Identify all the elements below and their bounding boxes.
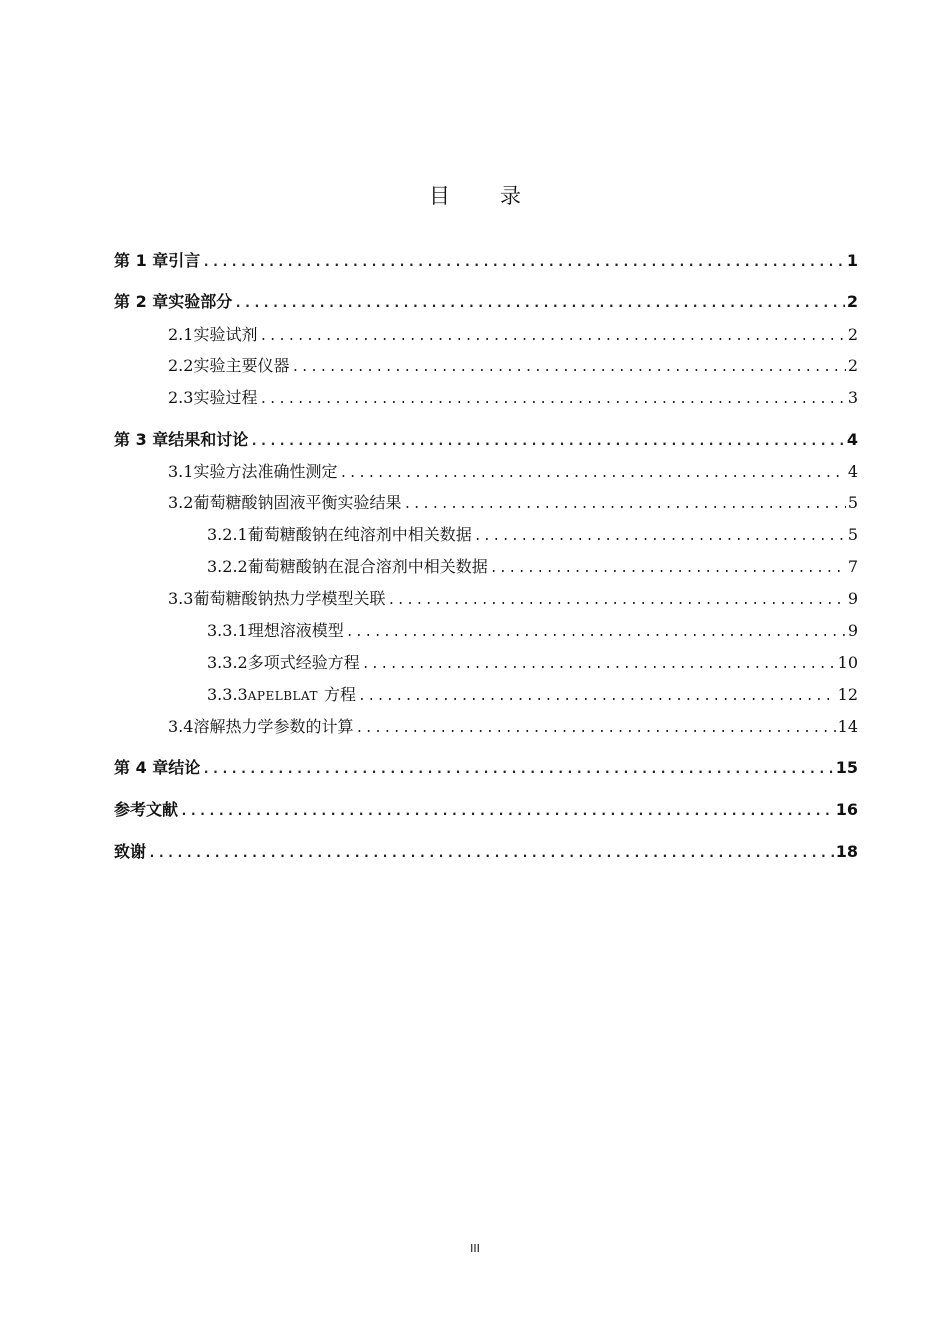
- dot-leader: [358, 689, 836, 704]
- toc-entry-3-1[interactable]: [168, 459, 858, 482]
- dot-leader: [339, 466, 845, 481]
- toc-entry-ch2[interactable]: [114, 289, 858, 312]
- toc-entry-ch1[interactable]: [114, 248, 858, 271]
- dot-leader: [362, 657, 836, 672]
- toc-entry-ch4[interactable]: [114, 755, 858, 778]
- toc-label-prefix: APELBLAT: [247, 689, 318, 703]
- toc-page: 2: [847, 325, 858, 344]
- toc-number: 3.3.1: [207, 621, 248, 640]
- toc-number: 第 1 章: [114, 251, 169, 270]
- toc-number: 2.1: [168, 325, 194, 344]
- toc-label: 实验过程: [193, 388, 258, 407]
- toc-page: 14: [837, 717, 858, 736]
- toc-label: 葡萄糖酸钠热力学模型关联: [193, 589, 386, 608]
- toc-entry-2-3[interactable]: [168, 385, 858, 408]
- toc-page: 9: [847, 621, 858, 640]
- toc-number: 第 3 章: [114, 430, 169, 449]
- toc-label: 实验方法准确性测定: [193, 462, 338, 481]
- toc-label: 葡萄糖酸钠在纯溶剂中相关数据: [247, 525, 472, 544]
- toc-number: 2.2: [168, 356, 194, 375]
- dot-leader: [387, 593, 845, 608]
- toc-label: 实验主要仪器: [193, 356, 290, 375]
- toc-number: 3.3.2: [207, 653, 248, 672]
- toc-number: 3.2.2: [207, 557, 248, 576]
- toc-page: 7: [847, 557, 858, 576]
- toc-number: 第 2 章: [114, 292, 169, 311]
- toc-label: 结果和讨论: [168, 430, 249, 449]
- dot-leader: [474, 529, 846, 544]
- toc-entry-ch3[interactable]: [114, 427, 858, 450]
- toc-number: 2.3: [168, 388, 194, 407]
- toc-entry-references[interactable]: [114, 797, 858, 820]
- page-title: [0, 180, 950, 210]
- toc-label: 溶解热力学参数的计算: [193, 717, 354, 736]
- toc-entry-3-3-3[interactable]: [207, 682, 858, 705]
- toc-page: 4: [847, 462, 858, 481]
- toc-page: 10: [837, 653, 858, 672]
- dot-leader: [259, 392, 845, 407]
- dot-leader: [291, 360, 845, 375]
- toc-entry-3-3-1[interactable]: [207, 618, 858, 641]
- toc-page: 16: [835, 800, 858, 819]
- toc-page: 12: [837, 685, 858, 704]
- toc-number: 第 4 章: [114, 758, 169, 777]
- toc-page: 1: [846, 251, 858, 270]
- toc-number: 3.3.3: [207, 685, 248, 704]
- toc-entry-3-2-1[interactable]: [207, 522, 858, 545]
- toc-page: 5: [847, 493, 858, 512]
- toc-page: 2: [846, 292, 858, 311]
- dot-leader: [180, 804, 834, 819]
- toc-label: 参考文献: [114, 800, 179, 819]
- toc-number: 3.4: [168, 717, 194, 736]
- title-char-2: 录: [500, 184, 521, 208]
- toc-page: 15: [835, 758, 858, 777]
- toc-label: 方程: [324, 685, 357, 704]
- toc-entry-3-3-2[interactable]: [207, 650, 858, 673]
- toc-label: 葡萄糖酸钠固液平衡实验结果: [193, 493, 402, 512]
- toc-entry-2-2[interactable]: [168, 353, 858, 376]
- toc-label: 实验部分: [168, 292, 233, 311]
- dot-leader: [490, 561, 846, 576]
- dot-leader: [234, 296, 845, 311]
- toc-label: 致谢: [114, 842, 147, 861]
- dot-leader: [346, 625, 846, 640]
- dot-leader: [148, 846, 834, 861]
- dot-leader: [355, 721, 835, 736]
- toc-entry-3-3[interactable]: [168, 586, 858, 609]
- dot-leader: [259, 329, 845, 344]
- toc-label: 多项式经验方程: [247, 653, 360, 672]
- toc-label: 理想溶液模型: [247, 621, 344, 640]
- dot-leader: [202, 255, 845, 270]
- toc-label: 葡萄糖酸钠在混合溶剂中相关数据: [247, 557, 488, 576]
- page-number-footer: III: [470, 1242, 480, 1255]
- toc-number: 3.2: [168, 493, 194, 512]
- toc-page: 5: [847, 525, 858, 544]
- toc-entry-3-2[interactable]: [168, 490, 858, 513]
- toc-page: 3: [847, 388, 858, 407]
- dot-leader: [202, 762, 833, 777]
- toc-page: 4: [846, 430, 858, 449]
- toc-number: 3.3: [168, 589, 194, 608]
- toc-number: 3.2.1: [207, 525, 248, 544]
- toc-page: 9: [847, 589, 858, 608]
- toc-label: 引言: [168, 251, 201, 270]
- toc-number: 3.1: [168, 462, 194, 481]
- toc-label: 实验试剂: [193, 325, 258, 344]
- toc-page: 2: [847, 356, 858, 375]
- dot-leader: [250, 434, 845, 449]
- toc-label: 结论: [168, 758, 201, 777]
- toc-entry-acknowledgements[interactable]: [114, 839, 858, 862]
- title-char-1: 目: [429, 184, 450, 208]
- toc-entry-3-4[interactable]: [168, 714, 858, 737]
- toc-entry-2-1[interactable]: [168, 322, 858, 345]
- toc-page: 18: [835, 842, 858, 861]
- dot-leader: [403, 497, 845, 512]
- toc-entry-3-2-2[interactable]: [207, 554, 858, 577]
